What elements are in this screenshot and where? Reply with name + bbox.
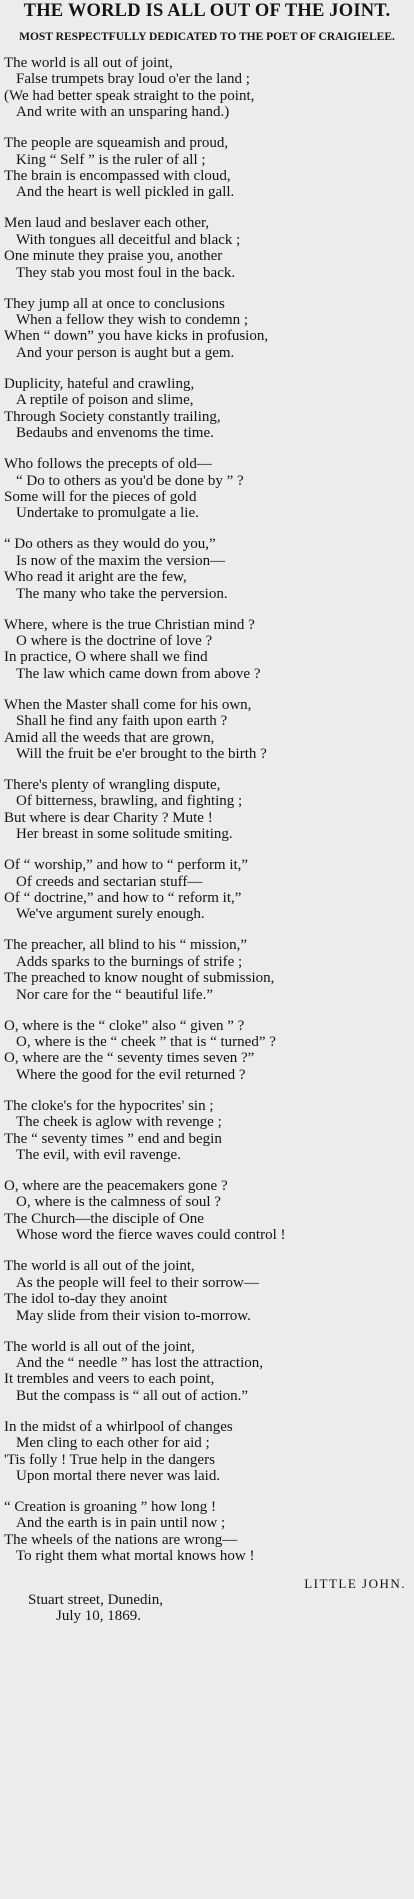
stanza (0, 937, 414, 1003)
poem-line: Duplicity, hateful and crawling, (4, 375, 195, 392)
stanza (0, 215, 414, 281)
poem-line: Some will for the pieces of gold (4, 488, 197, 505)
poem-line: “ Do to others as you'd be done by ” ? (16, 472, 244, 489)
poem-line: May slide from their vision to-morrow. (16, 1307, 251, 1324)
poem-line: The “ seventy times ” end and begin (4, 1130, 222, 1147)
stanza (0, 1339, 414, 1405)
poem-line: Whose word the fierce waves could control ! (16, 1227, 286, 1244)
poem-line: False trumpets bray loud o'er the land ; (16, 71, 250, 88)
poem-line: (We had better speak straight to the point, (4, 87, 255, 104)
poem-line: “ Do others as they would do you,” (4, 536, 216, 553)
poem-line: King “ Self ” is the ruler of all ; (16, 151, 206, 168)
poem-line: The wheels of the nations are wrong— (4, 1531, 238, 1548)
stanza (0, 135, 414, 201)
poem-line: The cloke's for the hypocrites' sin ; (4, 1097, 214, 1114)
poem-line: The people are squeamish and proud, (4, 135, 229, 152)
poem-line: When a fellow they wish to condemn ; (16, 312, 249, 329)
poem-line: But the compass is “ all out of action.” (16, 1387, 249, 1404)
poem-line: Of “ doctrine,” and how to “ reform it,” (4, 890, 242, 906)
poem-line: O, where is the calmness of soul ? (16, 1194, 221, 1211)
poem-line: They stab you most foul in the back. (16, 264, 236, 281)
poem-line: To right them what mortal knows how ! (16, 1548, 255, 1565)
poem-line: The world is all out of the joint, (4, 1258, 195, 1275)
poem-line: In the midst of a whirlpool of changes (4, 1418, 233, 1435)
stanza (0, 536, 414, 602)
poem-line: There's plenty of wrangling dispute, (4, 776, 221, 793)
poem-line: The law which came down from above ? (16, 665, 261, 682)
poem-line: Where, where is the true Christian mind ? (4, 616, 255, 633)
poem-line: Of bitterness, brawling, and fighting ; (16, 793, 243, 810)
poem-line: And the earth is in pain until now ; (16, 1515, 226, 1532)
poem-line: A reptile of poison and slime, (16, 392, 194, 409)
author-signature: LITTLE JOHN. (304, 1576, 406, 1592)
dateline-date: July 10, 1869. (56, 1608, 142, 1625)
stanza (0, 1018, 414, 1084)
poem-line: But where is dear Charity ? Mute ! (4, 809, 213, 826)
poem-line: Through Society constantly trailing, (4, 408, 221, 425)
poem-line: Nor care for the “ beautiful life.” (16, 986, 213, 1003)
stanza (0, 617, 414, 683)
poem-line: When “ down” you have kicks in profusion, (4, 328, 269, 345)
poem-line: O, where is the “ cheek ” that is “ turned” ? (16, 1034, 276, 1051)
stanza (0, 1499, 414, 1565)
dedication: MOST RESPECTFULLY DEDICATED TO THE POET OF CRAIGIELEE. (19, 31, 395, 43)
poem-line: And the “ needle ” has lost the attraction, (16, 1354, 263, 1371)
poem-line: Adds sparks to the burnings of strife ; (16, 953, 243, 970)
poem-line: Undertake to promulgate a lie. (16, 505, 199, 522)
poem-line: And write with an unsparing hand.) (16, 104, 230, 121)
poem-body (0, 55, 414, 1565)
stanza (0, 1178, 414, 1244)
poem-line: When the Master shall come for his own, (4, 696, 252, 713)
poem-line: And your person is aught but a gem. (16, 344, 235, 361)
poem-line: Bedaubs and envenoms the time. (16, 425, 214, 442)
poem-line: They jump all at once to conclusions (4, 295, 225, 312)
poem-line: Of creeds and sectarian stuff— (16, 873, 203, 890)
poem-line: Shall he find any faith upon earth ? (16, 713, 228, 730)
poem-line: 'Tis folly ! True help in the dangers (4, 1451, 215, 1468)
poem-line: Where the good for the evil returned ? (16, 1066, 246, 1083)
poem-line: Men cling to each other for aid ; (16, 1435, 210, 1452)
poem-line: The cheek is aglow with revenge ; (16, 1114, 222, 1131)
stanza (0, 376, 414, 442)
poem-line: The many who take the perversion. (16, 585, 228, 602)
stanza (0, 857, 414, 923)
poem-line: With tongues all deceitful and black ; (16, 231, 241, 248)
poem-line: The evil, with evil ravenge. (16, 1147, 181, 1164)
poem-line: Of “ worship,” and how to “ perform it,” (4, 857, 249, 874)
stanza (0, 296, 414, 362)
poem-line: And the heart is well pickled in gall. (16, 184, 235, 201)
poem-line: Her breast in some solitude smiting. (16, 826, 233, 843)
poem-line: Who read it aright are the few, (4, 569, 187, 586)
poem-line: O, where are the “ seventy times seven ?” (4, 1050, 255, 1067)
poem-line: The preacher, all blind to his “ mission,” (4, 937, 248, 954)
poem-line: O, where is the “ cloke” also “ given ” ? (4, 1017, 245, 1034)
poem-line: The preached to know nought of submission, (4, 970, 275, 987)
poem-line: O, where are the peacemakers gone ? (4, 1178, 228, 1195)
stanza (0, 1098, 414, 1164)
poem-line: The world is all out of joint, (4, 55, 173, 71)
poem-line: The Church—the disciple of One (4, 1210, 204, 1227)
poem-line: The world is all out of the joint, (4, 1338, 195, 1355)
stanza (0, 697, 414, 763)
stanza (0, 1419, 414, 1485)
poem-line: Amid all the weeds that are grown, (4, 729, 215, 746)
poem-line: We've argument surely enough. (16, 906, 205, 923)
poem-line: In practice, O where shall we find (4, 649, 208, 666)
poem-title: THE WORLD IS ALL OUT OF THE JOINT. (23, 1, 391, 21)
poem-line: The idol to-day they anoint (4, 1291, 168, 1308)
poem-line: Will the fruit be e'er brought to the birth ? (16, 745, 267, 762)
poem-line: O where is the doctrine of love ? (16, 632, 213, 649)
poem-line: It trembles and veers to each point, (4, 1371, 215, 1388)
poem-line: The brain is encompassed with cloud, (4, 168, 231, 185)
stanza (0, 777, 414, 843)
stanza (0, 456, 414, 522)
poem-line: One minute they praise you, another (4, 248, 223, 265)
poem-line: As the people will feel to their sorrow— (16, 1274, 259, 1291)
stanza (0, 55, 414, 121)
stanza (0, 1258, 414, 1324)
poem-line: Men laud and beslaver each other, (4, 215, 210, 232)
poem-line: Who follows the precepts of old— (4, 456, 212, 473)
poem-line: Upon mortal there never was laid. (16, 1467, 221, 1484)
poem-line: Is now of the maxim the version— (16, 552, 226, 569)
dateline-place: Stuart street, Dunedin, (28, 1592, 163, 1609)
poem-line: “ Creation is groaning ” how long ! (4, 1498, 217, 1515)
